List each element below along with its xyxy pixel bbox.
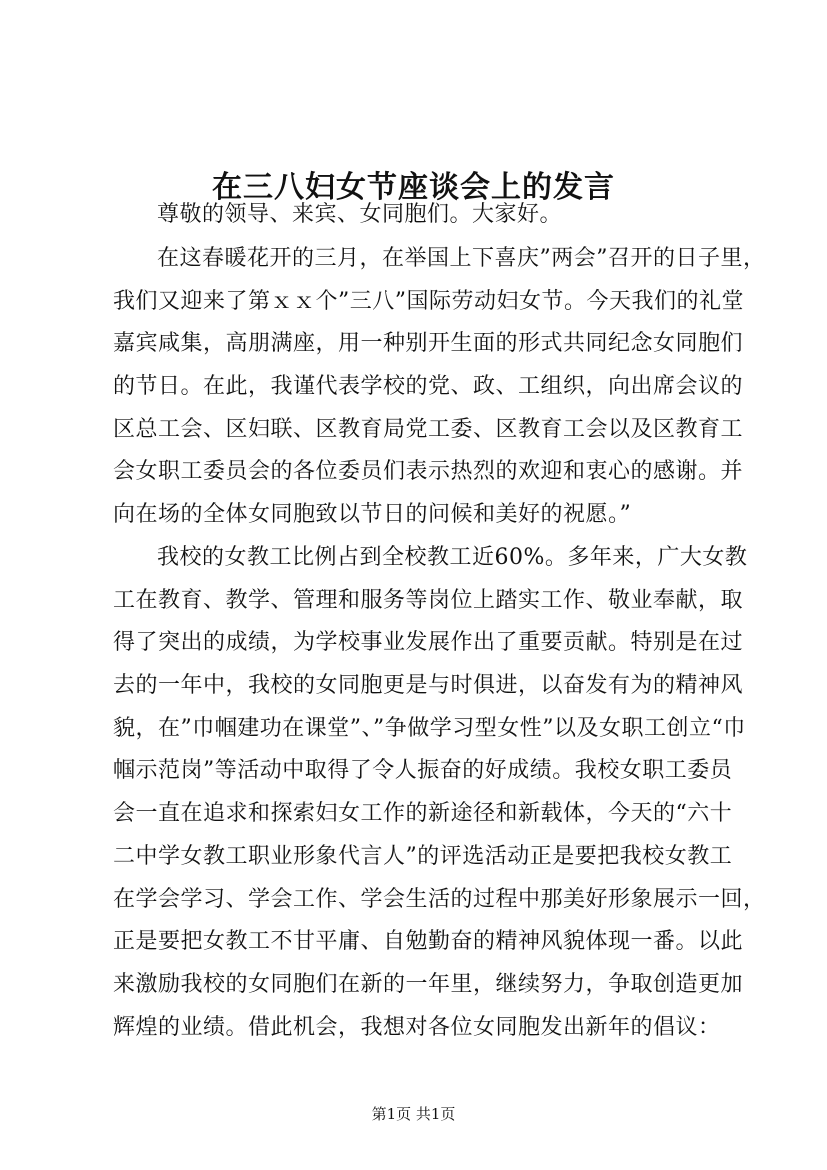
paragraph-line: 来激励我校的女同胞们在新的一年里，继续努力，争取创造更加 [113,972,744,997]
paragraph-line: 二中学女教工职业形象代言人”的评选活动正是要把我校女教工 [113,844,733,869]
paragraph-line: 去的一年中，我校的女同胞更是与时俱进，以奋发有为的精神风 [113,673,744,698]
paragraph-line: 貌，在”巾帼建功在课堂”、”争做学习型女性”以及女职工创立“巾 [113,716,746,741]
document-title: 在三八妇女节座谈会上的发言 [212,170,615,206]
paragraph-line: 辉煌的业绩。借此机会，我想对各位女同胞发出新年的倡议： [113,1015,721,1040]
paragraph-line: 正是要把女教工不甘平庸、自勉勤奋的精神风貌体现一番。以此 [113,929,744,954]
page-footer: 第1页 共1页 [371,1105,456,1123]
paragraph-line: 帼示范岗”等活动中取得了令人振奋的好成绩。我校女职工委员 [113,758,733,783]
paragraph-line: 会女职工委员会的各位委员们表示热烈的欢迎和衷心的感谢。并 [113,459,744,484]
paragraph-line: 会一直在追求和探索妇女工作的新途径和新载体，今天的“六十 [113,801,733,826]
paragraph-line: 得了突出的成绩，为学校事业发展作出了重要贡献。特别是在过 [113,630,744,655]
paragraph-line: 向在场的全体女同胞致以节日的问候和美好的祝愿。” [113,502,632,527]
paragraph-line: 在学会学习、学会工作、学会生活的过程中那美好形象展示一回， [113,887,766,912]
paragraph-line: 工在教育、教学、管理和服务等岗位上踏实工作、敬业奉献，取 [113,588,744,613]
paragraph-line: 在这春暖花开的三月，在举国上下喜庆”两会”召开的日子里， [157,246,766,271]
paragraph-line: 我们又迎来了第ｘｘ个”三八”国际劳动妇女节。今天我们的礼堂 [113,289,744,314]
paragraph-line: 区总工会、区妇联、区教育局党工委、区教育工会以及区教育工 [113,417,744,442]
greeting-line: 尊敬的领导、来宾、女同胞们。大家好。 [157,202,563,227]
paragraph-line: 的节日。在此，我谨代表学校的党、政、工组织，向出席会议的 [113,374,744,399]
paragraph-line: 我校的女教工比例占到全校教工近60%。多年来，广大女教 [157,545,748,570]
paragraph-line: 嘉宾咸集，高朋满座，用一种别开生面的形式共同纪念女同胞们 [113,331,744,356]
